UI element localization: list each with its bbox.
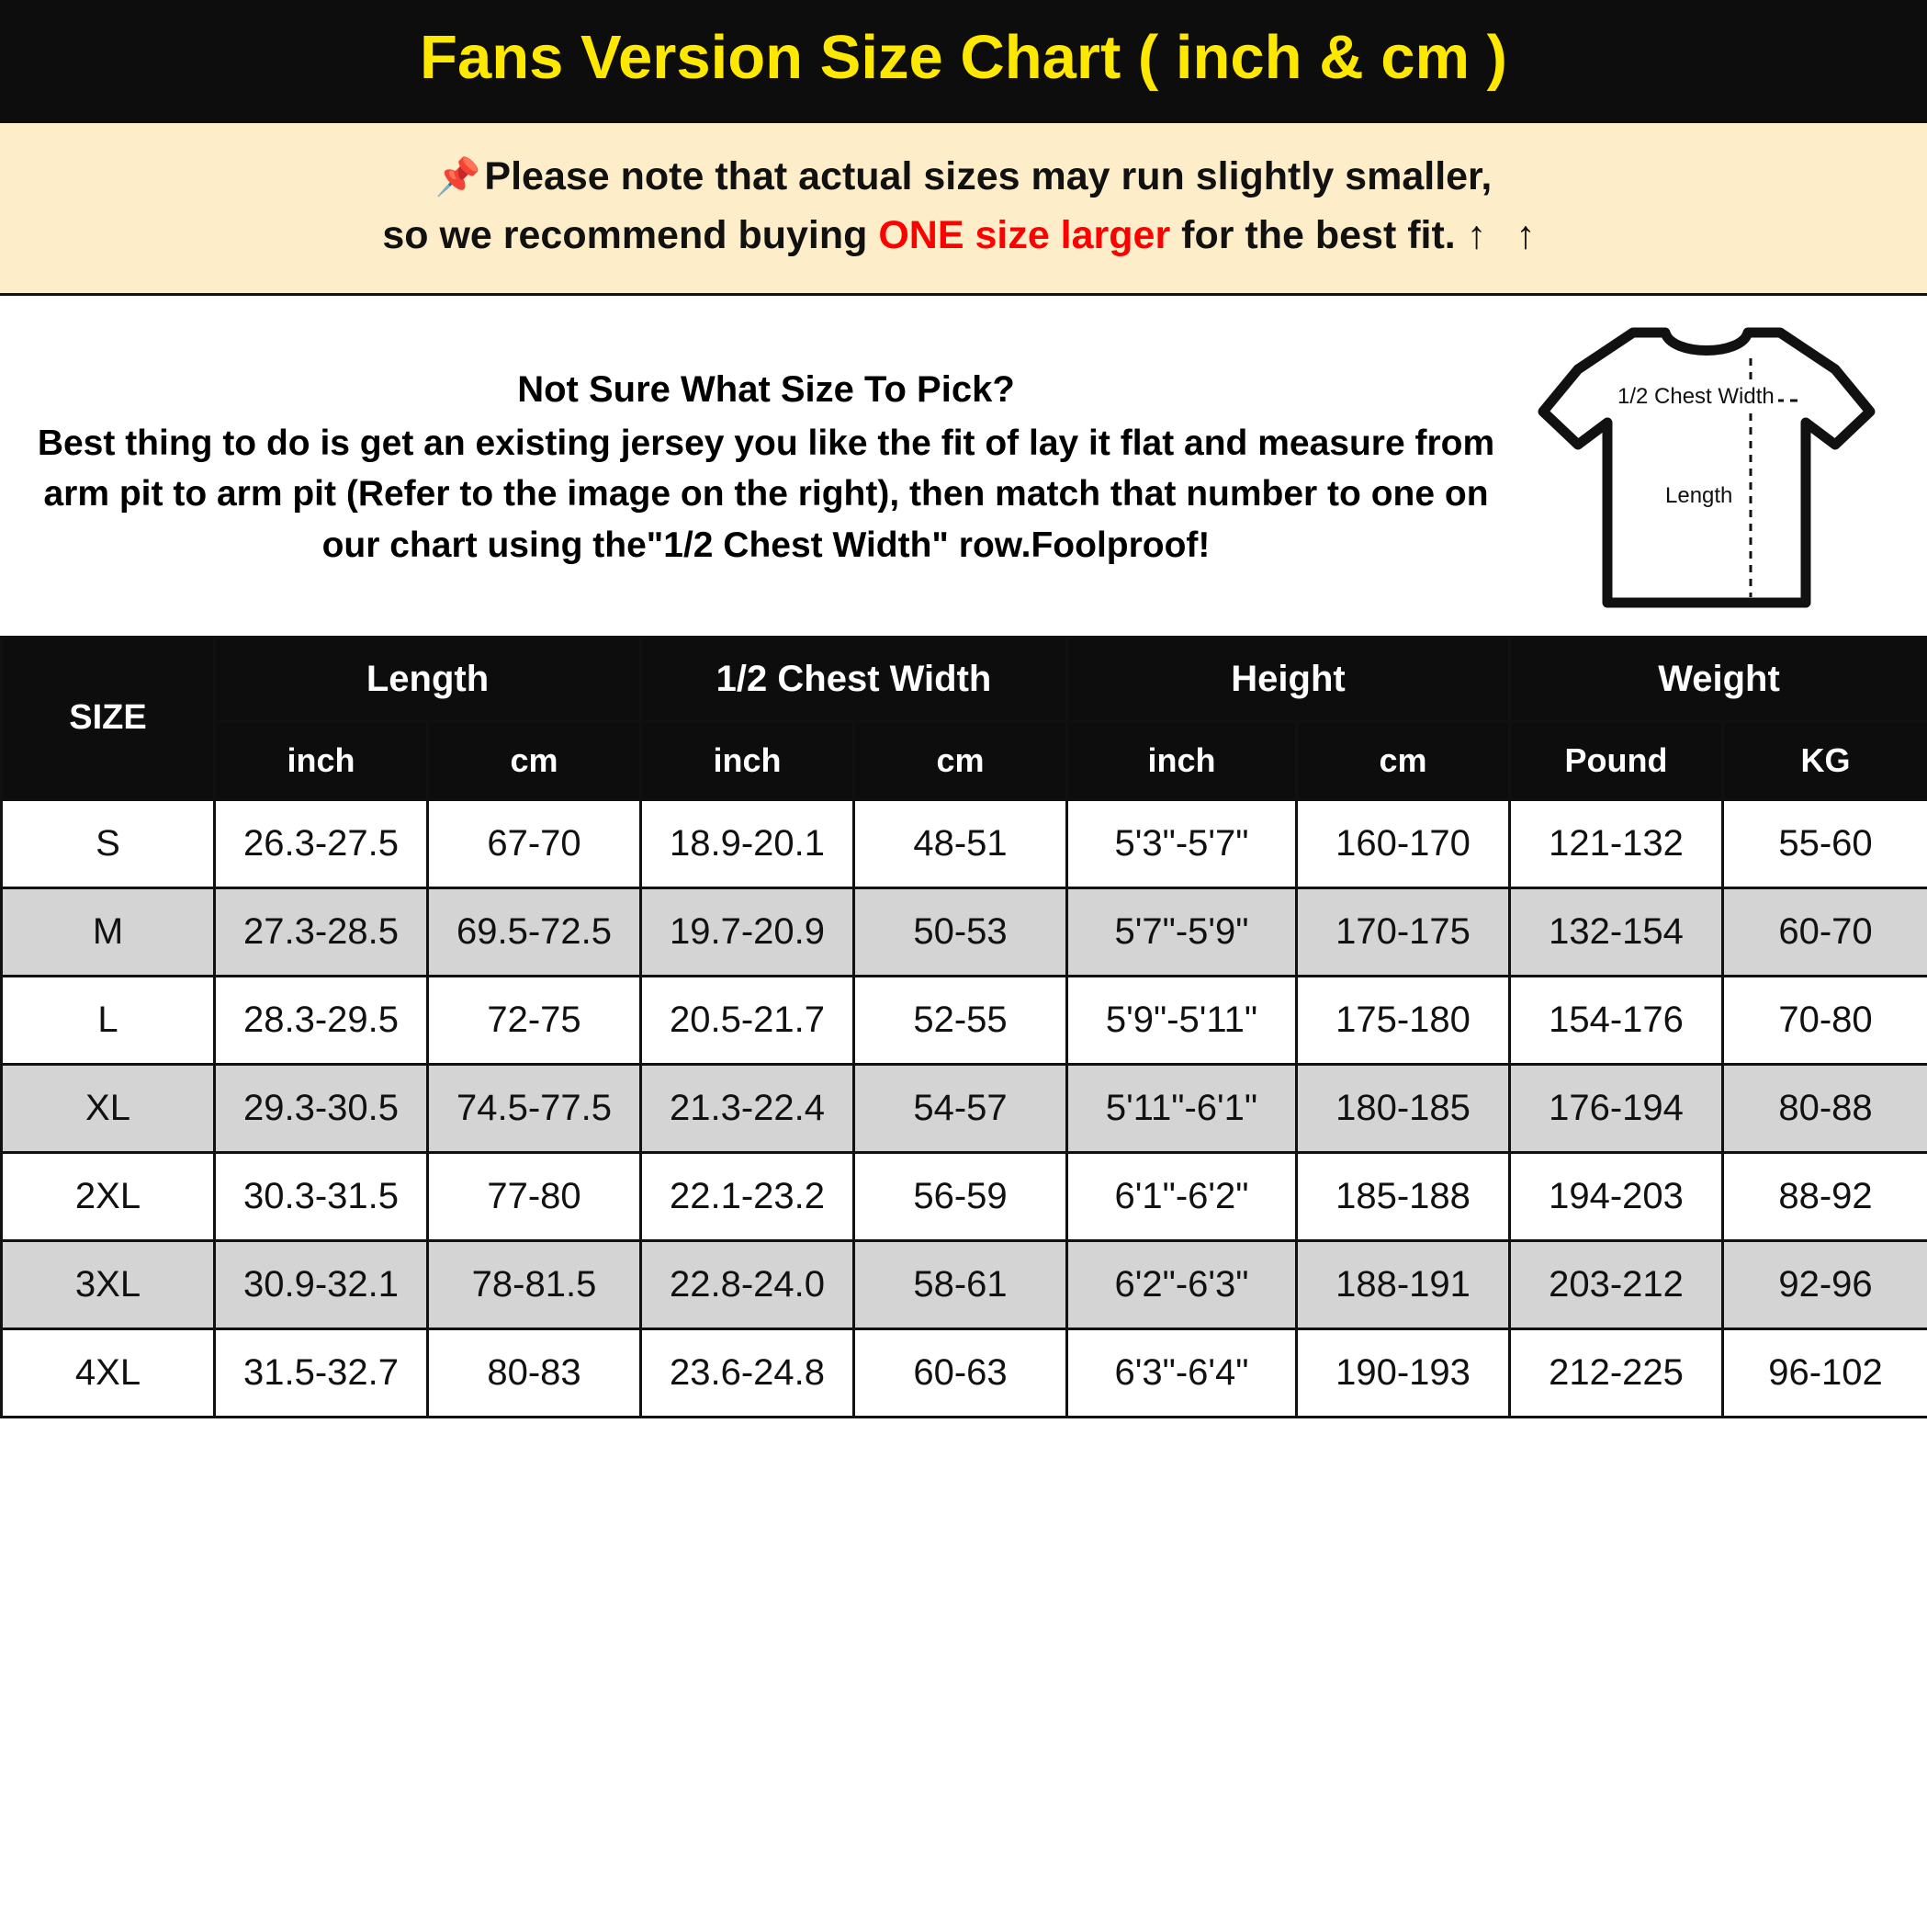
length-label: Length [1665,482,1733,508]
note-text-1: Please note that actual sizes may run slightly smaller, [484,153,1493,198]
cell-chest-inch: 22.1-23.2 [641,1152,854,1240]
cell-height-inch: 5'7"-5'9" [1067,887,1297,976]
title-bar [0,0,1927,123]
cell-height-inch: 5'9"-5'11" [1067,976,1297,1064]
shirt-diagram-wrap [1514,316,1899,619]
size-chart-table [0,636,1927,1418]
header-length-cm: cm [428,721,641,799]
cell-chest-inch: 21.3-22.4 [641,1064,854,1152]
header-chest-inch: inch [641,721,854,799]
header-chest-cm: cm [854,721,1067,799]
cell-size: 4XL [2,1328,215,1417]
table-unit-header-row [2,721,1927,799]
chest-width-label: 1/2 Chest Width [1617,383,1775,409]
cell-length-cm: 80-83 [428,1328,641,1417]
cell-weight-pound: 176-194 [1510,1064,1723,1152]
cell-height-inch: 5'11"-6'1" [1067,1064,1297,1152]
cell-length-cm: 78-81.5 [428,1240,641,1328]
cell-length-inch: 30.9-32.1 [215,1240,428,1328]
cell-size: XL [2,1064,215,1152]
cell-length-cm: 67-70 [428,799,641,887]
cell-size: M [2,887,215,976]
page-title: Fans Version Size Chart ( inch & cm ) [420,23,1507,92]
header-size: SIZE [2,637,215,799]
cell-weight-kg: 88-92 [1723,1152,1927,1240]
header-height-cm: cm [1297,721,1510,799]
table-row [2,976,1927,1064]
cell-chest-inch: 19.7-20.9 [641,887,854,976]
cell-height-cm: 188-191 [1297,1240,1510,1328]
cell-length-cm: 77-80 [428,1152,641,1240]
note-line-1 [37,147,1890,207]
table-row [2,1064,1927,1152]
header-weight: Weight [1510,637,1927,721]
cell-weight-kg: 96-102 [1723,1328,1927,1417]
cell-weight-pound: 121-132 [1510,799,1723,887]
cell-chest-inch: 23.6-24.8 [641,1328,854,1417]
cell-weight-kg: 92-96 [1723,1240,1927,1328]
cell-length-cm: 72-75 [428,976,641,1064]
table-row [2,799,1927,887]
cell-weight-pound: 132-154 [1510,887,1723,976]
cell-height-cm: 175-180 [1297,976,1510,1064]
tshirt-diagram-icon [1523,316,1890,619]
cell-weight-pound: 154-176 [1510,976,1723,1064]
cell-chest-cm: 58-61 [854,1240,1067,1328]
cell-length-inch: 28.3-29.5 [215,976,428,1064]
cell-chest-cm: 60-63 [854,1328,1067,1417]
header-chest-width: 1/2 Chest Width [641,637,1067,721]
cell-chest-inch: 20.5-21.7 [641,976,854,1064]
advice-text-block [28,364,1514,571]
advice-section [0,296,1927,636]
cell-length-inch: 26.3-27.5 [215,799,428,887]
header-height-inch: inch [1067,721,1297,799]
cell-length-inch: 27.3-28.5 [215,887,428,976]
cell-height-cm: 180-185 [1297,1064,1510,1152]
cell-chest-inch: 22.8-24.0 [641,1240,854,1328]
advice-heading: Not Sure What Size To Pick? [517,369,1015,411]
header-height: Height [1067,637,1510,721]
table-row [2,887,1927,976]
arrow-up-icon: ↑ ↑ [1466,213,1545,258]
note-text-2-before: so we recommend buying [382,213,879,258]
cell-height-inch: 6'3"-6'4" [1067,1328,1297,1417]
cell-height-inch: 6'1"-6'2" [1067,1152,1297,1240]
cell-chest-cm: 48-51 [854,799,1067,887]
note-band [0,123,1927,296]
header-weight-kg: KG [1723,721,1927,799]
cell-weight-kg: 55-60 [1723,799,1927,887]
cell-size: 2XL [2,1152,215,1240]
cell-length-cm: 74.5-77.5 [428,1064,641,1152]
cell-weight-pound: 212-225 [1510,1328,1723,1417]
cell-size: S [2,799,215,887]
cell-weight-pound: 203-212 [1510,1240,1723,1328]
table-body [2,799,1927,1417]
cell-chest-cm: 54-57 [854,1064,1067,1152]
cell-height-inch: 5'3"-5'7" [1067,799,1297,887]
cell-chest-cm: 52-55 [854,976,1067,1064]
note-line-2 [37,206,1890,266]
cell-height-inch: 6'2"-6'3" [1067,1240,1297,1328]
table-group-header-row [2,637,1927,721]
cell-weight-kg: 60-70 [1723,887,1927,976]
cell-height-cm: 160-170 [1297,799,1510,887]
cell-chest-cm: 56-59 [854,1152,1067,1240]
cell-length-inch: 31.5-32.7 [215,1328,428,1417]
header-length-inch: inch [215,721,428,799]
cell-height-cm: 190-193 [1297,1328,1510,1417]
cell-size: L [2,976,215,1064]
cell-length-inch: 30.3-31.5 [215,1152,428,1240]
cell-weight-pound: 194-203 [1510,1152,1723,1240]
cell-chest-cm: 50-53 [854,887,1067,976]
pin-icon: 📌 [434,156,481,198]
cell-length-cm: 69.5-72.5 [428,887,641,976]
table-row [2,1328,1927,1417]
advice-body: Best thing to do is get an existing jersey you like the fit of lay it flat and measure from arm pit to arm pit (Refer to the image on the right), then match that number to one on our chart using the"1/2 Chest Width" row.Foolproof! [37,424,1495,565]
cell-weight-kg: 80-88 [1723,1064,1927,1152]
header-weight-pound: Pound [1510,721,1723,799]
cell-length-inch: 29.3-30.5 [215,1064,428,1152]
cell-size: 3XL [2,1240,215,1328]
table-head [2,637,1927,799]
table-row [2,1240,1927,1328]
cell-chest-inch: 18.9-20.1 [641,799,854,887]
note-text-2-after: for the best fit. [1170,213,1467,258]
cell-height-cm: 185-188 [1297,1152,1510,1240]
table-row [2,1152,1927,1240]
note-emphasis: ONE size larger [878,213,1171,258]
cell-weight-kg: 70-80 [1723,976,1927,1064]
cell-height-cm: 170-175 [1297,887,1510,976]
header-length: Length [215,637,641,721]
